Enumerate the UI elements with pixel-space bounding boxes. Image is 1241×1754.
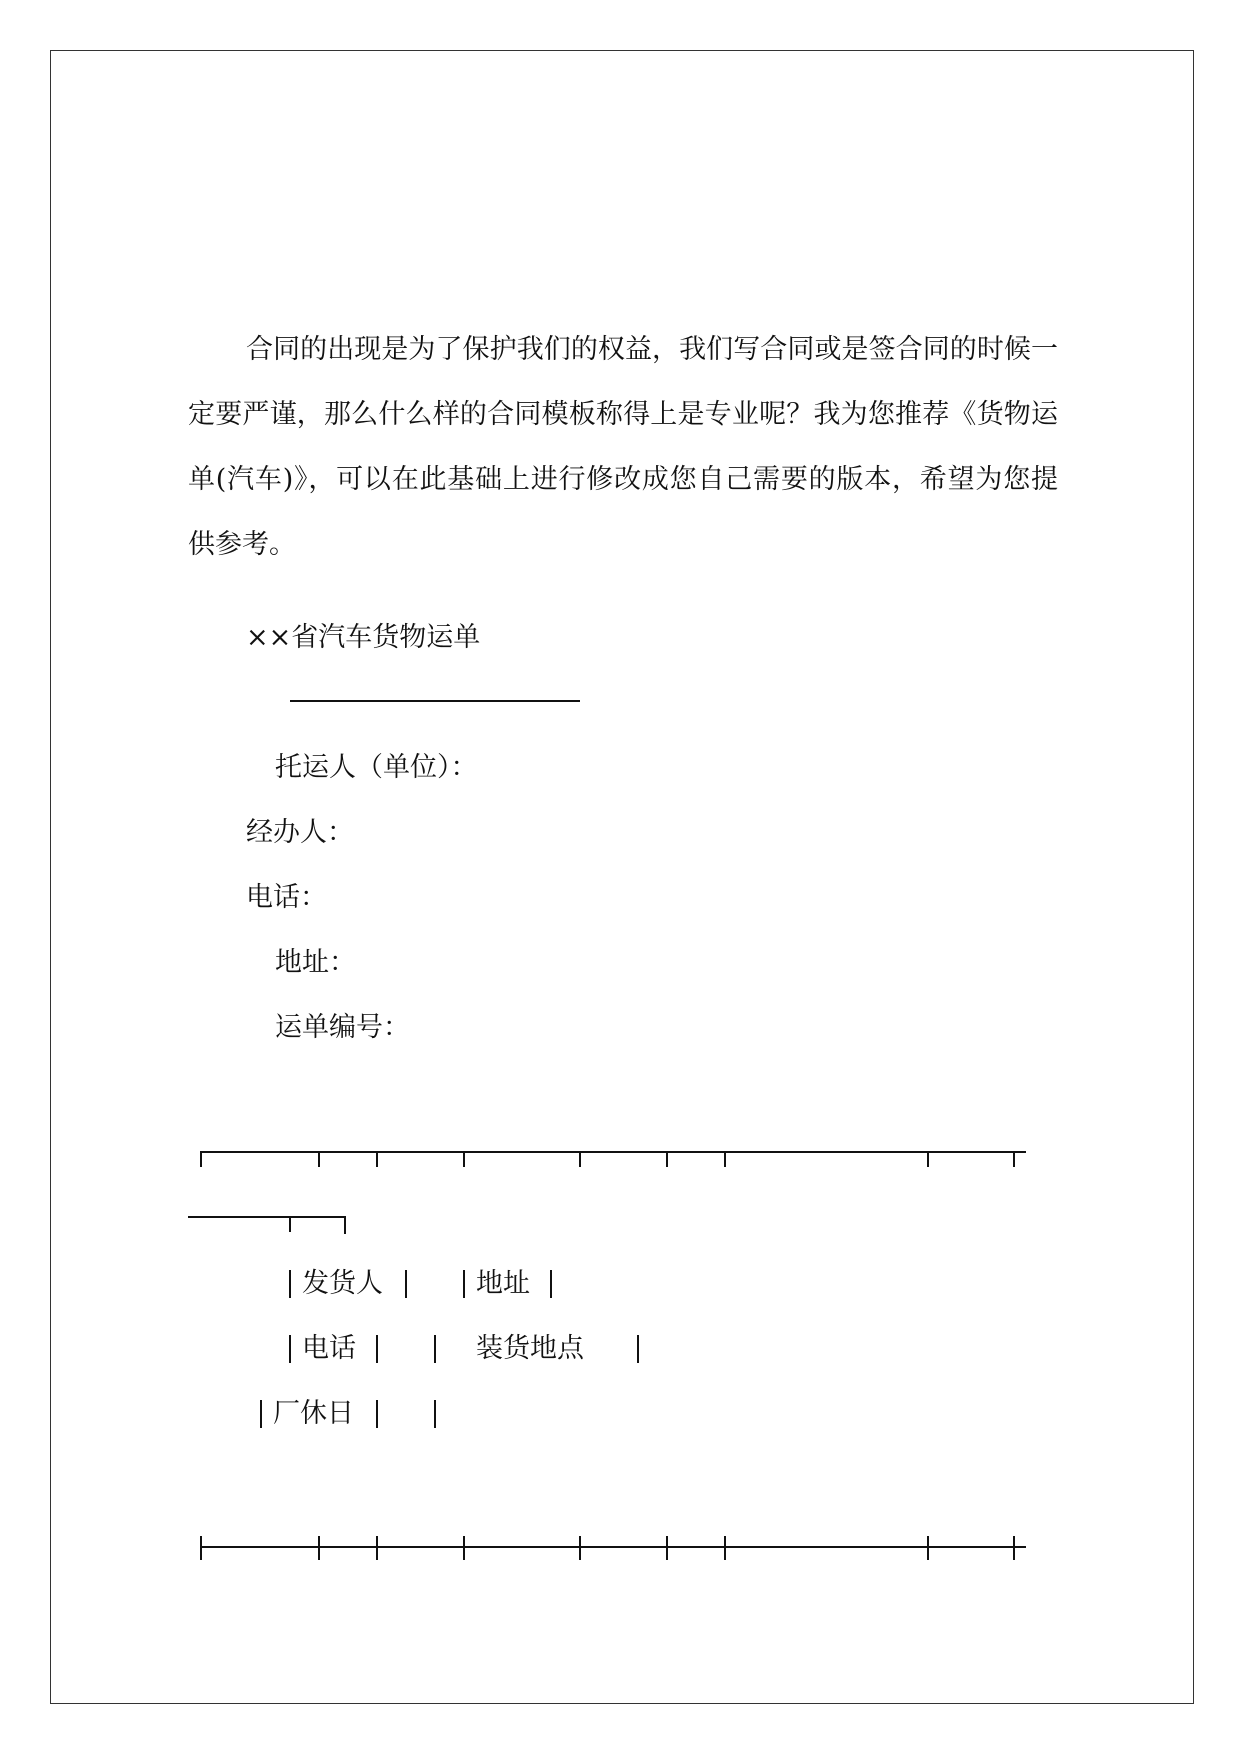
shipper-unit-label: 托运人（单位）： (275, 752, 478, 783)
consignor-label: 发货人 (302, 1268, 383, 1299)
cell-divider (260, 1400, 262, 1428)
cell-divider (637, 1335, 639, 1363)
intro-paragraph: 合同的出现是为了保护我们的权益，我们写合同或是签合同的时候一定要严谨，那么什么样的合同模板称得上是专业呢？我为您推荐《货物运单(汽车)》，可以在此基础上进行修改成您自己需要的版本，希望为您提供参考。 (188, 334, 1058, 560)
factory-rest-day-label: 厂休日 (273, 1398, 354, 1429)
cell-divider (463, 1270, 465, 1298)
phone-label: 电话： (246, 882, 327, 913)
title-underline (290, 700, 580, 702)
page-border (50, 50, 1194, 1704)
cell-divider (289, 1270, 291, 1298)
table-phone-label: 电话 (302, 1333, 356, 1364)
cell-divider (405, 1270, 407, 1298)
loading-place-label: 装货地点 (476, 1333, 584, 1364)
waybill-number-label: 运单编号： (275, 1012, 410, 1043)
waybill-title: ××省汽车货物运单 (246, 622, 481, 653)
handler-label: 经办人： (246, 817, 354, 848)
cell-divider (434, 1335, 436, 1363)
table-address-label: 地址 (476, 1268, 530, 1299)
cell-divider (434, 1400, 436, 1428)
cell-divider (376, 1335, 378, 1363)
cell-divider (376, 1400, 378, 1428)
cell-divider (289, 1335, 291, 1363)
address-label: 地址： (275, 947, 356, 978)
cell-divider (550, 1270, 552, 1298)
